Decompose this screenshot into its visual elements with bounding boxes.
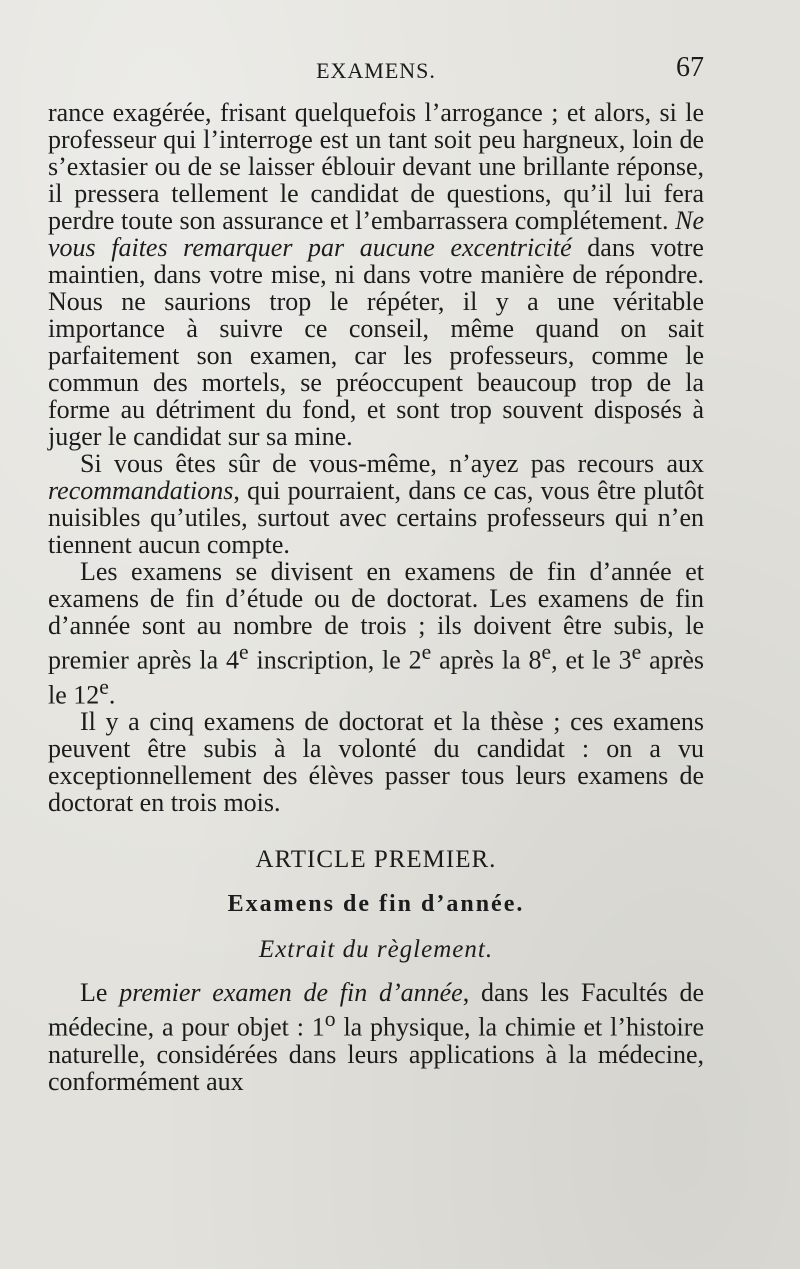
ordinal-superscript: e	[631, 640, 642, 664]
paragraph-3-part: , et le 3	[551, 645, 632, 675]
paragraph-5-end: la physique, la chimie et l’histoire naturelle, considérées dans leurs applications à la médecine, conformément aux	[48, 1012, 704, 1096]
paragraph-1-end: dans votre maintien, dans votre mise, ni dans votre manière de répondre. Nous ne saurions trop le répéter, il y a une véritable importance à suivre ce conseil, même quand on sait parfaitement son examen, car les professeurs, comme le commun des mortels, se préoccupent beaucoup trop de la forme au détriment du fond, et sont trop souvent disposés à juger le candidat sur sa mine.	[48, 233, 704, 451]
paragraph-1-emphasis: Ne vous faites remarquer par aucune excentricité	[48, 206, 704, 262]
paragraph-3-part: .	[108, 680, 116, 710]
paragraph-5	[48, 979, 704, 1095]
paragraph-5-emphasis: premier examen de fin d’année	[119, 978, 463, 1008]
section-title: Examens de fin d’année.	[227, 891, 525, 918]
paragraph-5-start: Le	[80, 978, 120, 1008]
section-subtitle: Extrait du règlement.	[258, 936, 494, 964]
paragraph-5-middle: , dans les Facultés de médecine, a pour objet : 1	[48, 978, 704, 1042]
paragraph-3-part: inscription, le 2	[248, 645, 422, 675]
ordinal-superscript: e	[239, 640, 249, 664]
ordinal-superscript: e	[541, 640, 552, 664]
paragraph-1	[48, 99, 704, 450]
ordinal-superscript: o	[324, 1007, 336, 1032]
paragraph-1-start: rance exagérée, frisant quelquefois l’arrogance ; et alors, si le professeur qui l’interroge est un tant soit peu hargneux, loin de s’extasier ou de se laisser éblouir devant une brillante réponse, il pressera tellement le candidat de questions, qu’il lui fera perdre toute son assurance et l’embarrassera complétement.	[48, 98, 704, 235]
paragraph-3-part: Les examens se divisent en examens de fin d’année et examens de fin d’étude ou de doctorat. Les examens de fin d’année sont au nombre de trois ; ils doivent être subis, le premier après la 4	[48, 557, 704, 675]
body-text	[48, 99, 704, 1095]
article-heading: ARTICLE PREMIER.	[255, 846, 497, 874]
ordinal-superscript: e	[99, 674, 109, 699]
paragraph-2-end: , qui pourraient, dans ce cas, vous être plutôt nuisibles qu’utiles, surtout avec certains professeurs qui n’en tiennent aucun compte.	[48, 476, 704, 559]
paragraph-3-part: après le 12	[48, 645, 705, 710]
page-number: 67	[676, 52, 704, 83]
running-head	[48, 52, 704, 88]
paragraph-2	[48, 450, 704, 558]
paragraph-4: Il y a cinq examens de doctorat et la thèse ; ces examens peuvent être subis à la volonté du candidat : on a vu exceptionnellement des élèves passer tous leurs examens de doctorat en trois mois.	[48, 707, 704, 818]
paragraph-2-start: Si vous êtes sûr de vous-même, n’ayez pas recours aux	[80, 449, 704, 478]
paragraph-3	[48, 558, 704, 708]
paragraph-2-emphasis: recommandations	[48, 476, 234, 505]
ordinal-superscript: e	[421, 640, 432, 664]
running-title: EXAMENS.	[316, 58, 436, 83]
paragraph-3-part: après la 8	[431, 645, 542, 675]
